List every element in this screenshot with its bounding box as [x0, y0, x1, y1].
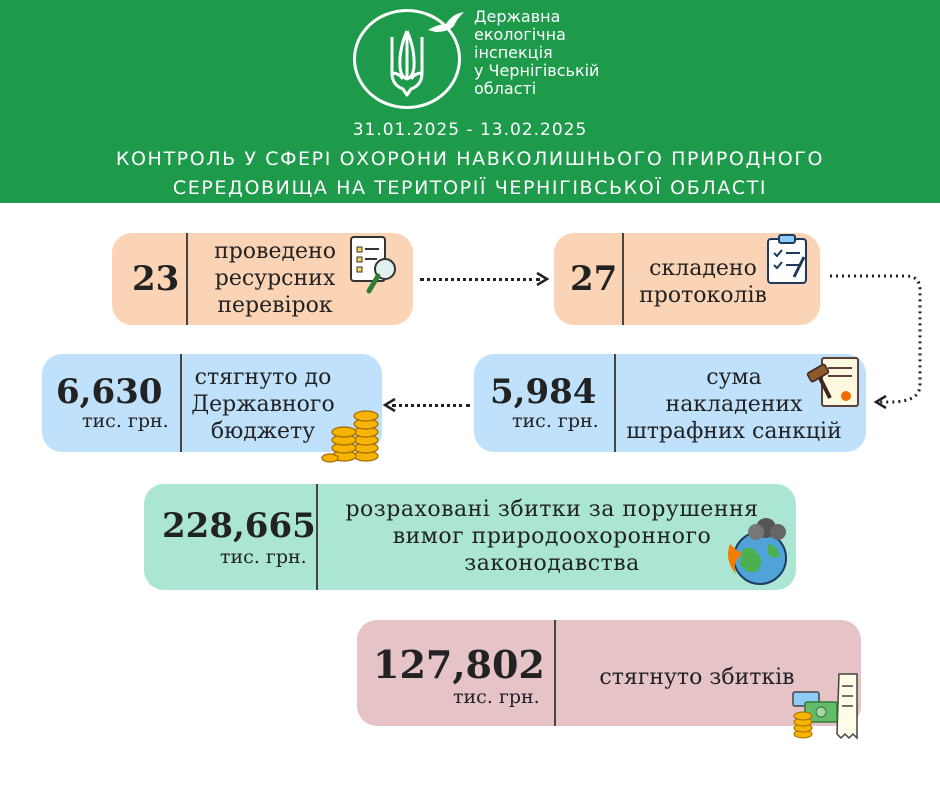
flow-arrow [420, 278, 540, 281]
damages-collected-label: стягнуто збитків [599, 665, 795, 690]
arrow-head-icon [384, 398, 398, 412]
flow-arrow [392, 404, 470, 407]
organization-name: Державна екологічна інспекція у Чернігівській області [474, 7, 600, 98]
card-budget [42, 354, 382, 452]
protocols-label: складено протоколів [639, 256, 767, 308]
card-damages-collected [357, 620, 861, 726]
bird-icon [426, 10, 466, 40]
protocols-value: 27 [570, 259, 618, 299]
date-range: 31.01.2025 - 13.02.2025 [352, 120, 588, 140]
card-fines [474, 354, 866, 452]
inspections-label: проведено ресурсних перевірок [214, 239, 336, 318]
budget-unit: тис. грн. [82, 410, 169, 432]
card-divider [622, 233, 624, 325]
fines-value: 5,984 [490, 372, 597, 412]
document-magnifier-icon [347, 233, 407, 303]
card-inspections [112, 233, 413, 325]
budget-label: стягнуто до Державного бюджету [191, 365, 335, 444]
damages-collected-value: 127,802 [373, 642, 545, 687]
coin-stacks-icon [322, 408, 384, 466]
logo [353, 9, 461, 109]
header-banner [0, 0, 940, 203]
card-protocols [554, 233, 820, 325]
damages-collected-unit: тис. грн. [453, 686, 540, 708]
arrow-head-icon [537, 272, 551, 286]
card-divider [180, 354, 182, 452]
polluted-earth-icon [722, 514, 796, 588]
card-damages-calculated [144, 484, 796, 590]
gavel-document-icon [806, 354, 862, 412]
card-divider [554, 620, 556, 726]
damages-calculated-label: розраховані збитки за порушення вимог природоохоронного законодавства [345, 497, 759, 576]
fines-unit: тис. грн. [512, 410, 599, 432]
damages-calculated-unit: тис. грн. [220, 546, 307, 568]
money-receipt-icon [791, 672, 863, 742]
clipboard-checklist-icon [764, 233, 816, 287]
damages-calculated-value: 228,665 [162, 506, 316, 546]
fines-label: сума накладених штрафних санкцій [626, 365, 842, 444]
card-divider [316, 484, 318, 590]
page-title: КОНТРОЛЬ У СФЕРІ ОХОРОНИ НАВКОЛИШНЬОГО ПРИРОДНОГО СЕРЕДОВИЩА НА ТЕРИТОРІЇ ЧЕРНІГІВСЬКОЇ ОБЛАСТІ [115, 148, 825, 199]
budget-value: 6,630 [56, 372, 163, 412]
inspections-value: 23 [132, 259, 180, 299]
card-divider [186, 233, 188, 325]
